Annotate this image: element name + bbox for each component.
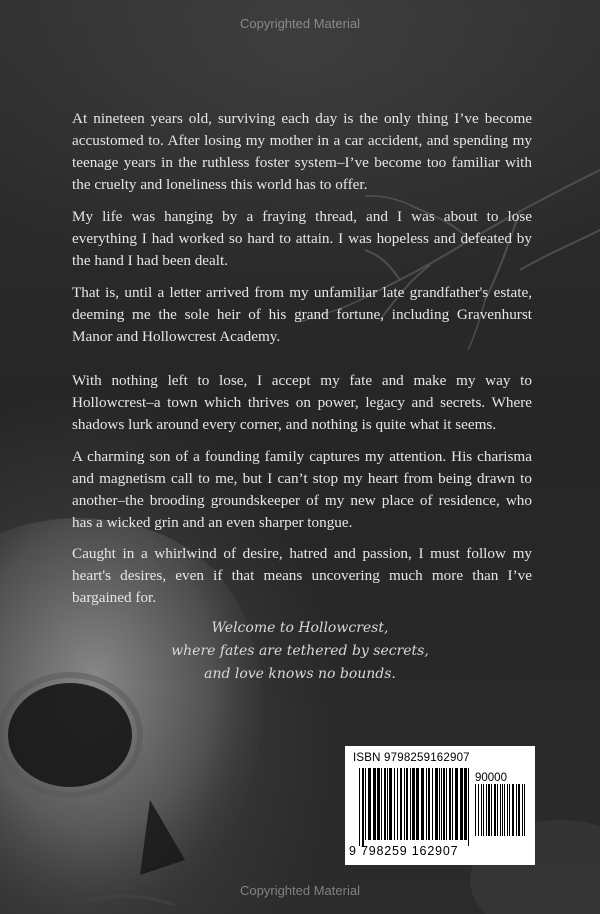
blurb-paragraph: With nothing left to lose, I accept my fate and make my way to Hollowcrest–a town which thrives on power, legacy and secrets. Where shadows lurk around every corner, and nothing is quite what it seems. <box>72 372 532 433</box>
barcode-bar <box>389 768 392 840</box>
barcode-bar <box>441 768 442 840</box>
barcode-bar <box>365 768 366 840</box>
barcode-bar <box>368 768 371 840</box>
barcode-bar <box>426 768 427 840</box>
barcode-bar <box>446 768 447 840</box>
barcode-bar <box>486 784 487 836</box>
blurb-paragraph: A charming son of a founding family captures my attention. His charisma and magnetism call to me, but I can’t stop my heart from being drawn to another–the brooding groundskeeper of my new place of residence, who has a wicked grin and an even sharper tongue. <box>72 448 532 531</box>
barcode-bar <box>428 768 430 840</box>
barcode-bar <box>455 768 458 840</box>
barcode-bar <box>502 784 503 836</box>
barcode-bar <box>507 784 508 836</box>
barcode-bar <box>524 784 525 836</box>
barcode-bar <box>522 784 523 836</box>
barcode-bar <box>377 768 380 840</box>
barcode-bars-main <box>359 768 469 846</box>
barcode-bar <box>384 768 386 840</box>
barcode-bar <box>373 768 376 840</box>
barcode-bar <box>504 784 505 836</box>
tagline-line: Welcome to Hollowcrest, <box>211 620 389 636</box>
barcode-bar <box>460 768 463 840</box>
barcode-bar <box>400 768 402 840</box>
barcode-bar <box>410 768 411 840</box>
copyright-watermark-bottom: Copyrighted Material <box>240 883 360 898</box>
barcode-bar <box>468 768 469 846</box>
barcode-bar <box>421 768 424 840</box>
blurb-paragraph: At nineteen years old, surviving each day is the only thing I’ve become accustomed to. After losing my mother in a car accident, and spending my teenage years in the ruthless foster system–I’ve become too familiar with the cruelty and loneliness this world has to offer. <box>72 110 532 193</box>
barcode-bar <box>518 784 520 836</box>
copyright-watermark-top: Copyrighted Material <box>240 16 360 31</box>
blurb-paragraph: My life was hanging by a fraying thread, and I was about to lose everything I had worked so hard to attain. I was hopeless and defeated by the hand I had been dealt. <box>72 208 532 269</box>
barcode-bar <box>500 784 501 836</box>
barcode-bar <box>397 768 398 840</box>
barcode-bar <box>494 784 496 836</box>
barcode-bar <box>416 768 419 840</box>
isbn-barcode <box>345 746 535 865</box>
barcode-bar <box>478 784 479 836</box>
barcode-bar <box>497 784 498 836</box>
barcode-bar <box>483 784 484 836</box>
barcode-bar <box>475 784 476 836</box>
barcode-bar <box>359 768 360 846</box>
isbn-label: ISBN 9798259162907 <box>353 752 470 764</box>
barcode-bar <box>387 768 388 840</box>
barcode-bar <box>394 768 395 840</box>
blurb-paragraph: Caught in a whirlwind of desire, hatred and passion, I must follow my heart's desires, even if that means uncovering much more than I’ve bargained for. <box>72 545 532 606</box>
barcode-bar <box>481 784 482 836</box>
barcode-bar <box>512 784 514 836</box>
barcode-bars-addon <box>475 784 527 842</box>
barcode-bar <box>509 784 510 836</box>
barcode-bar <box>412 768 415 840</box>
blurb-paragraph: That is, until a letter arrived from my unfamiliar late grandfather's estate, deeming me the sole heir of his grand fortune, including Gravenhurst Manor and Hollowcrest Academy. <box>72 284 532 345</box>
isbn-digits: 9 798259 162907 <box>349 844 459 858</box>
barcode-bar <box>381 768 382 840</box>
barcode-bar <box>406 768 408 840</box>
tagline-line: and love knows no bounds. <box>204 666 396 682</box>
barcode-bar <box>488 784 490 836</box>
barcode-bar <box>362 768 364 846</box>
price-code: 90000 <box>475 772 507 784</box>
barcode-bar <box>516 784 517 836</box>
barcode-bar <box>443 768 445 840</box>
barcode-bar <box>452 768 453 840</box>
barcode-bar <box>439 768 440 840</box>
tagline-line: where fates are tethered by secrets, <box>171 643 429 659</box>
barcode-bar <box>449 768 451 840</box>
barcode-bar <box>464 768 467 840</box>
barcode-bar <box>491 784 492 836</box>
barcode-bar <box>435 768 438 840</box>
barcode-bar <box>432 768 433 840</box>
barcode-bar <box>404 768 405 840</box>
